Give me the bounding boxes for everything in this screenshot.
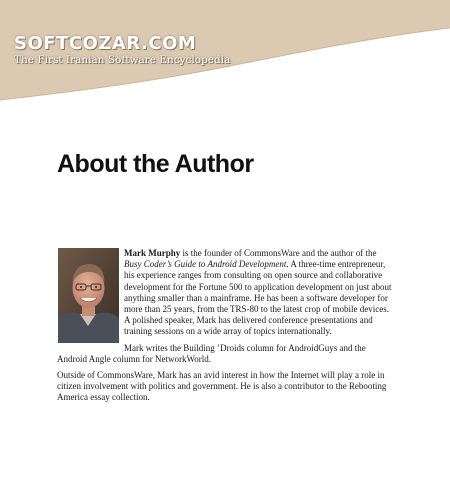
author-name: Mark Murphy [124,248,181,258]
author-bio [57,248,395,409]
bio-paragraph-2: Mark writes the Building ’Droids column for AndroidGuys and the Android Angle column for NetworkWorld. [57,342,366,364]
page-title: About the Author [57,150,254,178]
site-watermark [14,34,274,67]
watermark-title-part2: COZAR.COM [68,33,197,54]
watermark-subtitle: The First Iranian Software Encyclopedia [14,54,231,66]
watermark-title [14,34,274,54]
photo-spacer [57,248,124,345]
book-title: Busy Coder’s Guide to Android Development [124,259,287,270]
bio-p1-text-a: is the founder of CommonsWare and the author of the [180,248,377,258]
bio-paragraph-3: Outside of CommonsWare, Mark has an avid interest in how the Internet will play a role in citizen involvement with politics and government. He is also a contributor to the Rebooting America essay collection. [57,370,387,403]
bio-p1-text-b: . A three-time entrepreneur, his experience ranges from consulting on open source and collaborative development for the Fortune 500 to application development on just about anything smaller than a mainframe. He has been a software developer for more than 25 years, from the TRS-80 to the latest crop of mobile devices. A polished speaker, Mark has delivered conference presentations and training sessions on a wide array of topics internationally. [124,259,392,337]
watermark-title-part1: SOFT [14,33,69,54]
